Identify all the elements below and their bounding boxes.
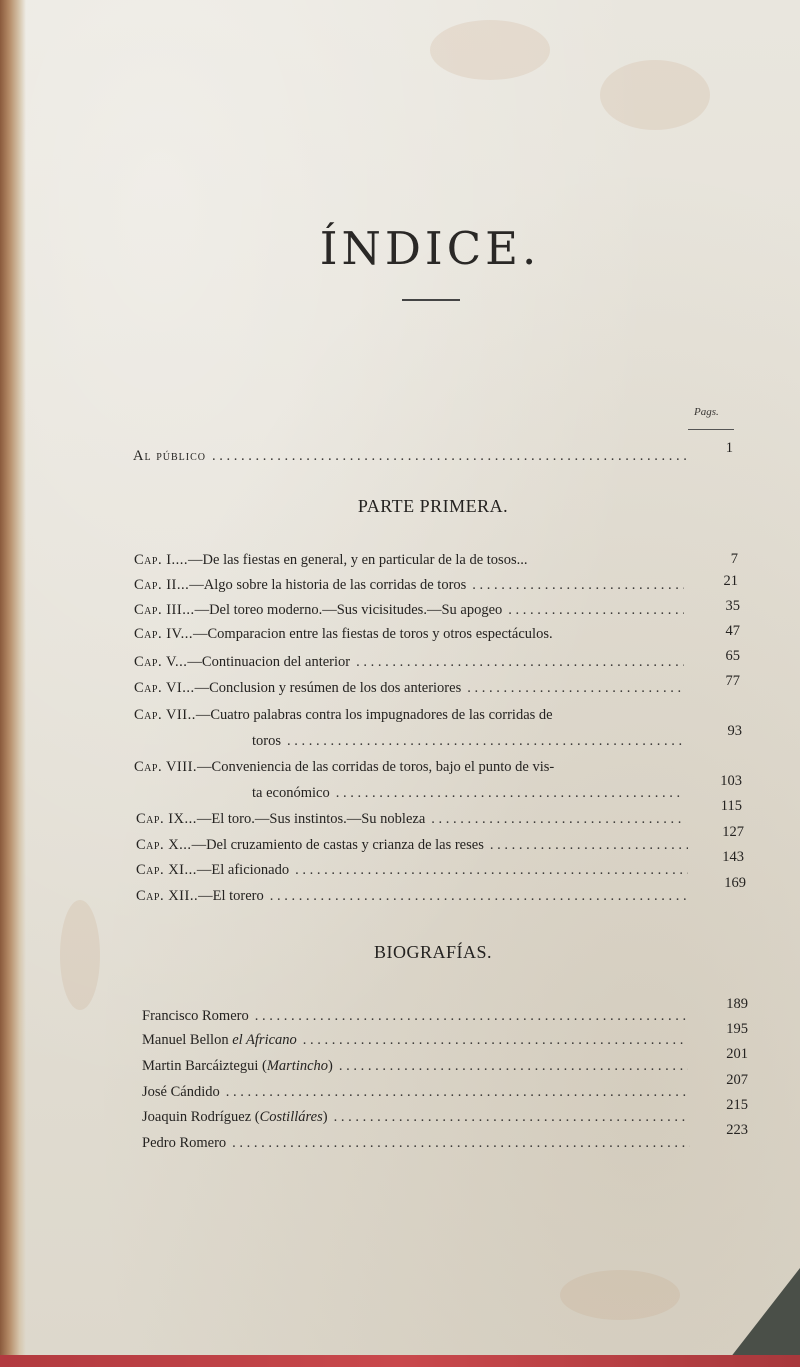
toc-page-number: 223 — [726, 1122, 748, 1138]
chapter-number: Cap. XI... — [136, 862, 197, 878]
toc-page-number: 77 — [725, 673, 740, 689]
chapter-title: —Del toreo moderno.—Sus vicisitudes.—Su apogeo — [194, 602, 503, 618]
toc-page-number: 103 — [720, 773, 742, 789]
book-cover-edge — [0, 1355, 800, 1367]
biography-name: Martin Barcáiztegui ( — [142, 1058, 267, 1074]
section-heading-biografias: BIOGRAFÍAS. — [373, 942, 493, 962]
toc-page-number: 201 — [726, 1046, 748, 1062]
toc-entry-biography — [142, 1032, 694, 1049]
toc-entry-chapter — [136, 837, 694, 854]
biography-name: Francisco Romero — [142, 1008, 249, 1024]
toc-entry-chapter — [134, 654, 690, 671]
biography-name-tail: ) — [322, 1109, 328, 1125]
toc-entry-chapter — [136, 811, 692, 828]
dot-leader — [472, 577, 684, 594]
chapter-title: —Algo sobre la historia de las corridas de toros — [189, 577, 467, 593]
toc-page-number: 215 — [726, 1097, 748, 1113]
chapter-number: Cap. VII.. — [134, 707, 196, 723]
chapter-title: —Del cruzamiento de castas y crianza de las reses — [191, 837, 484, 853]
binding-edge — [0, 0, 26, 1367]
toc-entry-biography — [142, 1084, 694, 1101]
dot-leader — [287, 733, 684, 750]
chapter-title-continuation: toros — [252, 733, 281, 749]
chapter-number: Cap. III... — [134, 602, 195, 618]
toc-entry-chapter — [136, 888, 694, 905]
pages-column-rule — [688, 429, 734, 430]
dot-leader — [295, 862, 688, 879]
chapter-number: Cap. IX... — [136, 811, 197, 827]
dot-leader — [303, 1032, 688, 1049]
toc-page-number: 127 — [722, 824, 744, 840]
dot-leader — [334, 1109, 688, 1126]
toc-page-number: 207 — [726, 1072, 748, 1088]
dot-leader — [212, 448, 687, 465]
chapter-title: —El aficionado — [196, 862, 290, 878]
toc-entry-biography — [142, 1058, 694, 1075]
dot-leader — [226, 1084, 688, 1101]
biography-name: Pedro Romero — [142, 1135, 227, 1151]
toc-entry-chapter — [134, 602, 690, 619]
chapter-title: —Continuacion del anterior — [187, 654, 351, 670]
toc-entry-biography — [142, 1135, 696, 1152]
chapter-number: Cap. V... — [134, 654, 188, 670]
dot-leader — [431, 811, 686, 828]
paper-stain — [600, 60, 710, 130]
chapter-title: —Comparacion entre las fiestas de toros y otros espectáculos. — [193, 626, 553, 642]
toc-page-number: 115 — [720, 798, 742, 814]
toc-entry-chapter — [134, 626, 690, 643]
chapter-number: Cap. X... — [136, 837, 192, 853]
toc-entry-chapter — [136, 862, 694, 879]
dot-leader — [270, 888, 688, 905]
toc-page-number: 7 — [730, 551, 738, 567]
pages-column-header: Pags. — [694, 406, 719, 418]
toc-page-number: 1 — [725, 440, 733, 456]
chapter-number: Cap. VI... — [134, 680, 195, 696]
section-heading-parte-primera: PARTE PRIMERA. — [357, 496, 509, 516]
dot-leader — [336, 785, 684, 802]
folded-corner — [730, 1268, 800, 1358]
toc-entry-chapter — [134, 759, 696, 776]
chapter-title-continuation: ta económico — [252, 785, 330, 801]
biography-name: José Cándido — [142, 1084, 220, 1100]
toc-page-number: 21 — [723, 573, 738, 589]
toc-entry-chapter — [134, 707, 694, 724]
chapter-title: —El toro.—Sus instintos.—Su nobleza — [196, 811, 426, 827]
title-rule — [402, 299, 460, 301]
dot-leader — [356, 654, 684, 671]
toc-page-number: 189 — [726, 996, 748, 1012]
toc-page-number: 143 — [722, 849, 744, 865]
toc-page-number: 195 — [726, 1021, 748, 1037]
biography-name: Joaquin Rodríguez ( — [142, 1109, 260, 1125]
toc-entry-al-publico — [133, 448, 693, 465]
toc-entry-chapter — [134, 552, 690, 569]
toc-page-number: 93 — [727, 723, 742, 739]
chapter-number: Cap. VIII. — [134, 759, 198, 775]
toc-page-number: 35 — [725, 598, 740, 614]
chapter-title: —De las fiestas en general, y en particular de la de tosos... — [188, 552, 528, 568]
biography-name: Manuel Bellon — [142, 1032, 233, 1048]
dot-leader — [467, 680, 684, 697]
page-title: ÍNDICE. — [319, 222, 541, 275]
biography-name-tail: ) — [328, 1058, 333, 1074]
toc-entry-label: Al público — [133, 448, 206, 464]
biography-name-italic: Martincho — [266, 1058, 329, 1074]
toc-entry-chapter — [134, 577, 690, 594]
chapter-title: —Conclusion y resúmen de los dos anteriores — [194, 680, 462, 696]
chapter-title: —Cuatro palabras contra los impugnadores de las corridas de — [195, 707, 553, 723]
toc-entry-biography — [142, 1109, 694, 1126]
chapter-number: Cap. II... — [134, 577, 190, 593]
dot-leader — [339, 1058, 688, 1075]
dot-leader — [490, 837, 688, 854]
toc-page-number: 169 — [724, 875, 746, 891]
toc-page-number: 47 — [725, 623, 740, 639]
toc-page-number: 65 — [725, 648, 740, 664]
chapter-number: Cap. IV... — [134, 626, 194, 642]
toc-entry-chapter-continuation — [252, 785, 690, 802]
chapter-title: —Conveniencia de las corridas de toros, bajo el punto de vis- — [197, 759, 555, 775]
dot-leader — [508, 602, 684, 619]
toc-entry-biography — [142, 1008, 694, 1025]
dot-leader — [255, 1008, 688, 1025]
biography-name-italic: Costilláres — [259, 1109, 323, 1125]
paper-stain — [560, 1270, 680, 1320]
paper-stain — [430, 20, 550, 80]
dot-leader — [232, 1135, 690, 1152]
toc-entry-chapter — [134, 680, 690, 697]
chapter-number: Cap. XII.. — [136, 888, 199, 904]
biography-name-italic: el Africano — [232, 1032, 297, 1048]
chapter-title: —El torero — [198, 888, 264, 904]
toc-entry-chapter-continuation — [252, 733, 690, 750]
chapter-number: Cap. I.... — [134, 552, 189, 568]
